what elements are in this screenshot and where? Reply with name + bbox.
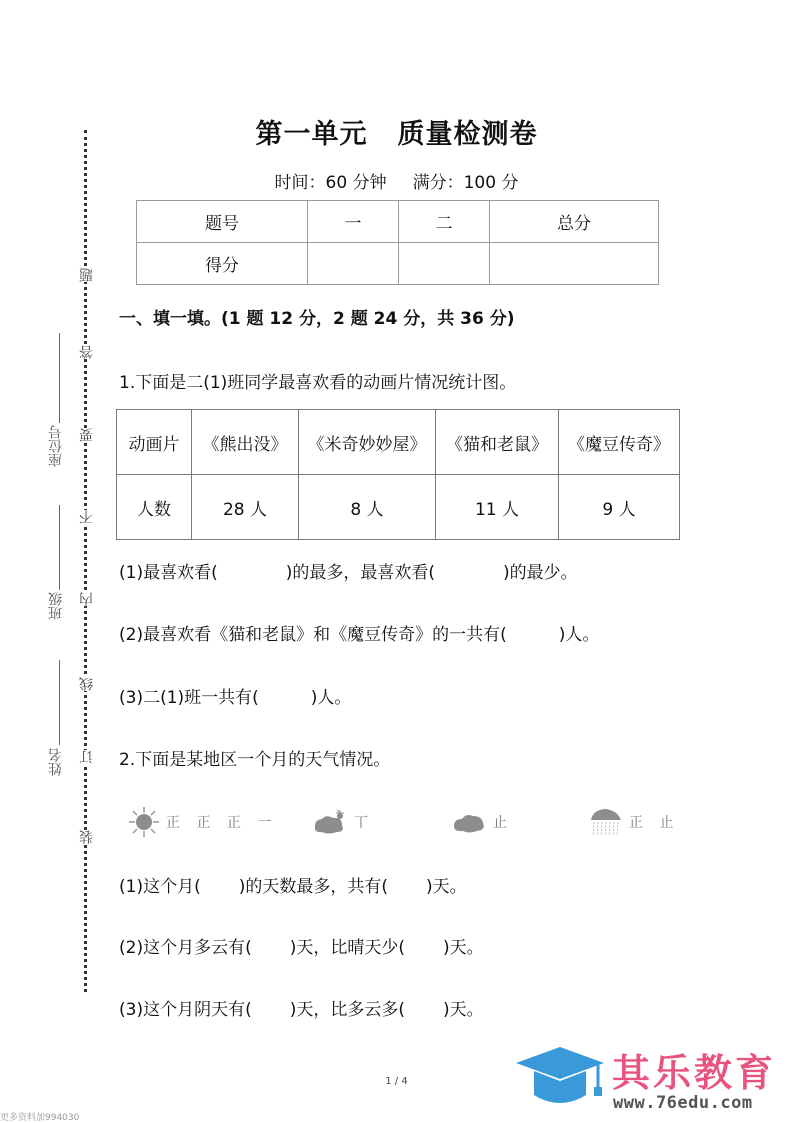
score-table-row	[137, 243, 659, 285]
page-number: 1 / 4	[385, 1076, 408, 1087]
logo-url: www.76edu.com	[613, 1093, 753, 1113]
binding-dotted-line	[84, 130, 87, 992]
question-2-3	[119, 995, 484, 1020]
question-text: )的最多，最喜欢看(	[285, 563, 435, 583]
time-limit: 时间：60 分钟	[274, 173, 387, 193]
score-header-cell: 二	[399, 201, 490, 243]
page-title	[0, 112, 793, 151]
table-cell: 28 人	[192, 475, 299, 540]
table-cell: 9 人	[559, 475, 680, 540]
seal-char: 线	[79, 677, 95, 691]
tally-marks: 正 正 正 一	[166, 815, 278, 831]
logo-name: 其乐教育	[612, 1051, 777, 1095]
seat-number-label: 座位号	[48, 425, 64, 467]
question-text: )天，比多云多(	[289, 1000, 405, 1020]
score-cell[interactable]	[308, 243, 399, 285]
seal-char: 不	[79, 510, 95, 524]
footer-note: 更多资料加994030	[0, 1113, 80, 1123]
row-label: 动画片	[117, 410, 192, 475]
table-cell: 《米奇妙妙屋》	[299, 410, 436, 475]
question-text: (1)这个月(	[119, 877, 201, 897]
question-text: )天。	[425, 877, 467, 897]
question-text: )人。	[558, 625, 600, 645]
table-row	[117, 475, 680, 540]
section-heading: 一、填一填。(1 题 12 分，2 题 24 分，共 36 分)	[119, 309, 515, 329]
question-text: (3)这个月阴天有(	[119, 1000, 252, 1020]
score-header-cell: 题号	[137, 201, 308, 243]
seal-char: 题	[79, 268, 95, 282]
question-text: )的天数最多，共有(	[238, 877, 388, 897]
score-header-cell: 一	[308, 201, 399, 243]
weather-partly-cloudy	[312, 806, 374, 838]
name-field[interactable]	[59, 660, 60, 745]
score-cell[interactable]	[490, 243, 659, 285]
table-cell: 8 人	[299, 475, 436, 540]
class-label: 班级	[48, 592, 64, 620]
row-label: 人数	[117, 475, 192, 540]
partly-cloudy-icon	[312, 808, 348, 836]
question-2-1	[119, 872, 467, 897]
rain-icon	[589, 806, 623, 838]
exam-info	[0, 168, 793, 193]
tally-marks: 止	[493, 815, 513, 831]
weather-rainy	[589, 806, 679, 838]
seal-char: 订	[79, 750, 95, 764]
question-1-intro: 1.下面是二(1)班同学最喜欢看的动画片情况统计图。	[119, 373, 517, 393]
seal-char: 要	[79, 428, 95, 442]
question-1-3	[119, 683, 351, 708]
name-label: 姓名	[48, 748, 64, 776]
table-cell: 《猫和老鼠》	[436, 410, 559, 475]
sun-icon	[128, 806, 160, 838]
class-field[interactable]	[59, 505, 60, 590]
score-row-label: 得分	[137, 243, 308, 285]
cloud-icon	[451, 808, 487, 836]
question-text: (1)最喜欢看(	[119, 563, 218, 583]
question-1-1	[119, 558, 578, 583]
question-text: )天。	[442, 1000, 484, 1020]
cartoon-table	[116, 409, 680, 540]
seal-char: 答	[79, 345, 95, 359]
table-row	[117, 410, 680, 475]
full-score: 满分：100 分	[412, 173, 519, 193]
question-text: )人。	[310, 688, 352, 708]
score-cell[interactable]	[399, 243, 490, 285]
score-table	[136, 200, 659, 285]
weather-cloudy	[451, 806, 513, 838]
question-2-2	[119, 933, 484, 958]
exam-title: 质量检测卷	[397, 119, 538, 150]
table-cell: 《熊出没》	[192, 410, 299, 475]
tally-marks: 丅	[354, 815, 374, 831]
tally-marks: 正 止	[629, 815, 680, 831]
unit-title: 第一单元	[255, 119, 368, 150]
question-text: (2)最喜欢看《猫和老鼠》和《魔豆传奇》的一共有(	[119, 625, 507, 645]
question-text: )的最少。	[502, 563, 578, 583]
score-table-header-row	[137, 201, 659, 243]
score-header-cell: 总分	[490, 201, 659, 243]
question-text: )天。	[442, 938, 484, 958]
question-2-intro: 2.下面是某地区一个月的天气情况。	[119, 750, 391, 770]
seal-char: 装	[79, 830, 95, 844]
table-cell: 11 人	[436, 475, 559, 540]
graduation-cap-icon	[512, 1045, 607, 1115]
table-cell: 《魔豆传奇》	[559, 410, 680, 475]
question-text: (2)这个月多云有(	[119, 938, 252, 958]
seat-number-field[interactable]	[59, 333, 60, 423]
question-text: (3)二(1)班一共有(	[119, 688, 259, 708]
question-1-2	[119, 620, 599, 645]
weather-sunny	[128, 806, 277, 838]
question-text: )天，比晴天少(	[289, 938, 405, 958]
seal-char: 内	[79, 592, 95, 606]
